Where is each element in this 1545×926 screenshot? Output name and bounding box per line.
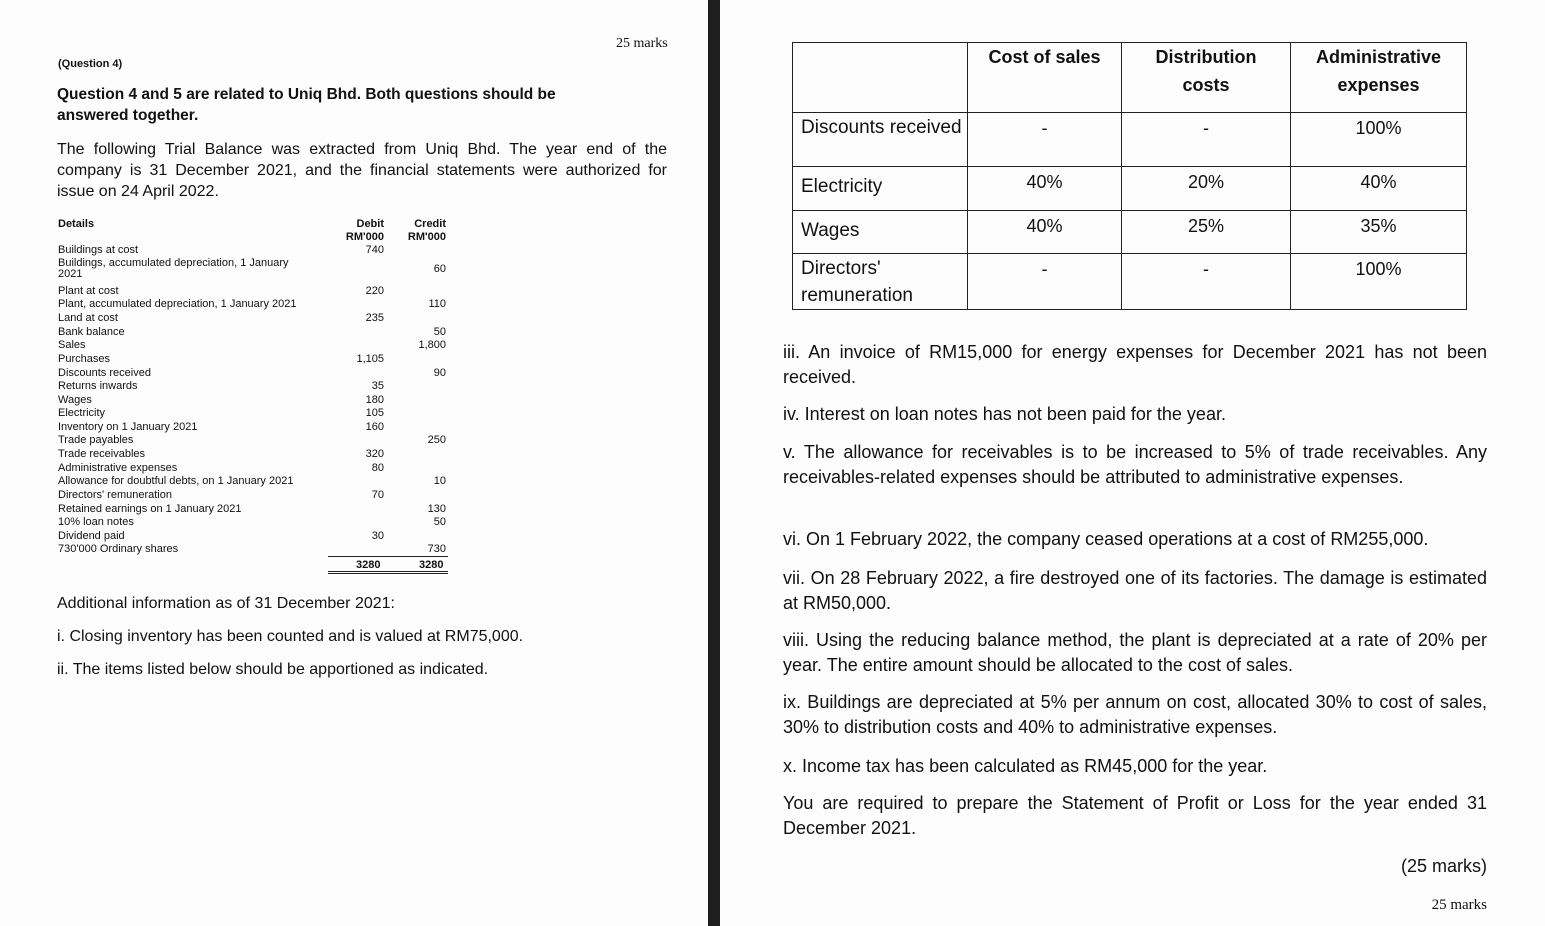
tb-row-desc: Trade payables <box>58 434 134 446</box>
cell-admin: 100% <box>1291 113 1467 167</box>
tb-header-debit-unit: RM'000 <box>345 231 384 243</box>
tb-row-credit: 90 <box>433 367 446 379</box>
item-v: v. The allowance for receivables is to be increased to 5% of trade receivables. Any receivables-related expenses should be attributed to administrative expenses. <box>783 442 1487 487</box>
tb-row-credit: 110 <box>428 298 446 310</box>
tb-row-desc: Sales <box>58 339 86 351</box>
tb-row-desc: Plant, accumulated depreciation, 1 January 2021 <box>58 298 297 310</box>
cell-admin: 40% <box>1291 167 1467 211</box>
table-row <box>793 113 1467 167</box>
table-row <box>793 211 1467 254</box>
tb-row-desc: Dividend paid <box>58 530 125 542</box>
tb-row <box>58 354 450 368</box>
cell-cost-of-sales: 40% <box>968 167 1122 211</box>
table-row <box>793 254 1467 310</box>
tb-row <box>58 257 450 280</box>
tb-row <box>58 449 450 463</box>
tb-row-desc: Allowance for doubtful debts, on 1 January 2021 <box>58 475 294 487</box>
tb-row <box>58 408 450 422</box>
table-row <box>793 167 1467 211</box>
tb-row-debit: 160 <box>365 421 384 433</box>
tb-row-credit: 10 <box>433 475 446 487</box>
apportionment-header-row <box>793 43 1467 113</box>
item-ii: ii. The items listed below should be apportioned as indicated. <box>57 661 489 678</box>
header-distribution-costs: Distribution costs <box>1122 43 1291 113</box>
tb-row-credit: 50 <box>433 326 446 338</box>
tb-row-debit: 235 <box>365 312 384 324</box>
tb-total-rule-bottom <box>328 571 448 572</box>
tb-row-desc: Retained earnings on 1 January 2021 <box>58 503 242 515</box>
tb-row-desc: Wages <box>58 394 92 406</box>
tb-row-desc: Administrative expenses <box>58 462 178 474</box>
tb-row <box>58 299 450 313</box>
tb-row-debit: 30 <box>371 530 384 542</box>
cell-distribution: 25% <box>1122 211 1291 254</box>
cell-distribution: - <box>1122 254 1291 310</box>
row-label: Directors' remuneration <box>793 254 968 310</box>
tb-row <box>58 381 450 395</box>
tb-row-desc: Bank balance <box>58 326 125 338</box>
tb-row-debit: 220 <box>365 285 384 297</box>
tb-row-desc: Trade receivables <box>58 448 146 460</box>
item-vi: vi. On 1 February 2022, the company ceased operations at a cost of RM255,000. <box>783 529 1429 549</box>
row-label: Discounts received <box>793 113 968 167</box>
tb-row-debit: 70 <box>371 489 384 501</box>
cell-admin: 100% <box>1291 254 1467 310</box>
additional-info-heading: Additional information as of 31 December 2021: <box>57 595 395 612</box>
marks-label-top: 25 marks <box>616 36 668 51</box>
tb-row-desc: Returns inwards <box>58 380 138 392</box>
tb-row <box>58 395 450 409</box>
tb-row-credit: 130 <box>427 503 446 515</box>
tb-header-credit-label: Credit <box>414 218 446 230</box>
cell-distribution: 20% <box>1122 167 1291 211</box>
row-label: Wages <box>793 211 968 254</box>
right-page <box>720 0 1545 926</box>
cell-admin: 35% <box>1291 211 1467 254</box>
header-blank <box>793 43 968 113</box>
tb-row <box>58 517 450 531</box>
tb-row <box>58 476 450 490</box>
tb-row-desc: Discounts received <box>58 367 151 379</box>
header-cost-of-sales: Cost of sales <box>968 43 1122 113</box>
tb-row <box>58 435 450 449</box>
left-page <box>0 0 708 926</box>
item-ix: ix. Buildings are depreciated at 5% per annum on cost, allocated 30% to cost of sales, 30% to distribution costs and 40% to administrative expenses. <box>783 692 1487 737</box>
intro-paragraph: The following Trial Balance was extracted from Uniq Bhd. The year end of the company is 31 December 2021, and the financial statements were authorized for issue on 24 April 2022. <box>57 141 667 200</box>
tb-header-debit-label: Debit <box>356 218 384 230</box>
tb-row-desc: 10% loan notes <box>58 516 134 528</box>
marks-label-bottom: 25 marks <box>1431 897 1487 913</box>
tb-header-debit <box>341 218 384 244</box>
cell-cost-of-sales: - <box>968 113 1122 167</box>
tb-row-credit: 1,800 <box>418 339 446 351</box>
item-x: x. Income tax has been calculated as RM45,000 for the year. <box>783 756 1268 776</box>
tb-total-credit: 3280 <box>419 559 444 571</box>
tb-row-credit: 50 <box>433 516 446 528</box>
tb-row-credit: 730 <box>427 543 446 555</box>
tb-row-debit: 35 <box>371 380 384 392</box>
tb-row-desc: Inventory on 1 January 2021 <box>58 421 198 433</box>
marks-paren: (25 marks) <box>1400 856 1487 876</box>
tb-row-debit: 1,105 <box>356 353 384 365</box>
tb-row-desc: Buildings at cost <box>58 244 139 256</box>
tb-row-desc: Directors' remuneration <box>58 489 172 501</box>
intro-heading: Question 4 and 5 are related to Uniq Bhd. Both questions should be answered together. <box>57 86 556 124</box>
tb-row-desc: Land at cost <box>58 312 118 324</box>
tb-row <box>58 340 450 354</box>
tb-row <box>58 313 450 327</box>
tb-row-desc: Buildings, accumulated depreciation, 1 January 2021 <box>58 257 289 280</box>
cell-cost-of-sales: 40% <box>968 211 1122 254</box>
cell-cost-of-sales: - <box>968 254 1122 310</box>
header-administrative-expenses: Administrative expenses <box>1291 43 1467 113</box>
apportionment-table <box>792 42 1467 310</box>
tb-row-debit: 180 <box>365 394 384 406</box>
cell-distribution: - <box>1122 113 1291 167</box>
tb-header-credit <box>400 218 446 244</box>
question-label: (Question 4) <box>58 58 123 70</box>
tb-row-debit: 320 <box>365 448 384 460</box>
tb-header-credit-unit: RM'000 <box>407 231 446 243</box>
tb-row-credit: 250 <box>427 434 446 446</box>
tb-total-rule-double <box>328 573 448 574</box>
tb-row-desc: Electricity <box>58 407 106 419</box>
tb-row <box>58 327 450 341</box>
item-iii: iii. An invoice of RM15,000 for energy expenses for December 2021 has not been received. <box>783 342 1487 387</box>
tb-row-desc: Plant at cost <box>58 285 119 297</box>
tb-row-debit: 740 <box>365 244 384 256</box>
tb-row <box>58 490 450 504</box>
tb-total-rule-top <box>328 556 448 557</box>
item-iv: iv. Interest on loan notes has not been paid for the year. <box>783 404 1226 424</box>
tb-header-details: Details <box>58 218 95 230</box>
tb-row-debit: 80 <box>371 462 384 474</box>
requirement: You are required to prepare the Statement of Profit or Loss for the year ended 31 December 2021. <box>783 793 1487 838</box>
item-i: i. Closing inventory has been counted and is valued at RM75,000. <box>57 628 524 645</box>
tb-total-debit: 3280 <box>356 559 381 571</box>
tb-row-desc: 730'000 Ordinary shares <box>58 543 179 555</box>
tb-row-desc: Purchases <box>58 353 110 365</box>
row-label: Electricity <box>793 167 968 211</box>
item-viii: viii. Using the reducing balance method, the plant is depreciated at a rate of 20% per year. The entire amount should be allocated to the cost of sales. <box>783 630 1487 675</box>
tb-row-debit: 105 <box>365 407 384 419</box>
tb-row-credit: 60 <box>433 263 446 275</box>
item-vii: vii. On 28 February 2022, a fire destroyed one of its factories. The damage is estimated at RM50,000. <box>783 568 1487 613</box>
